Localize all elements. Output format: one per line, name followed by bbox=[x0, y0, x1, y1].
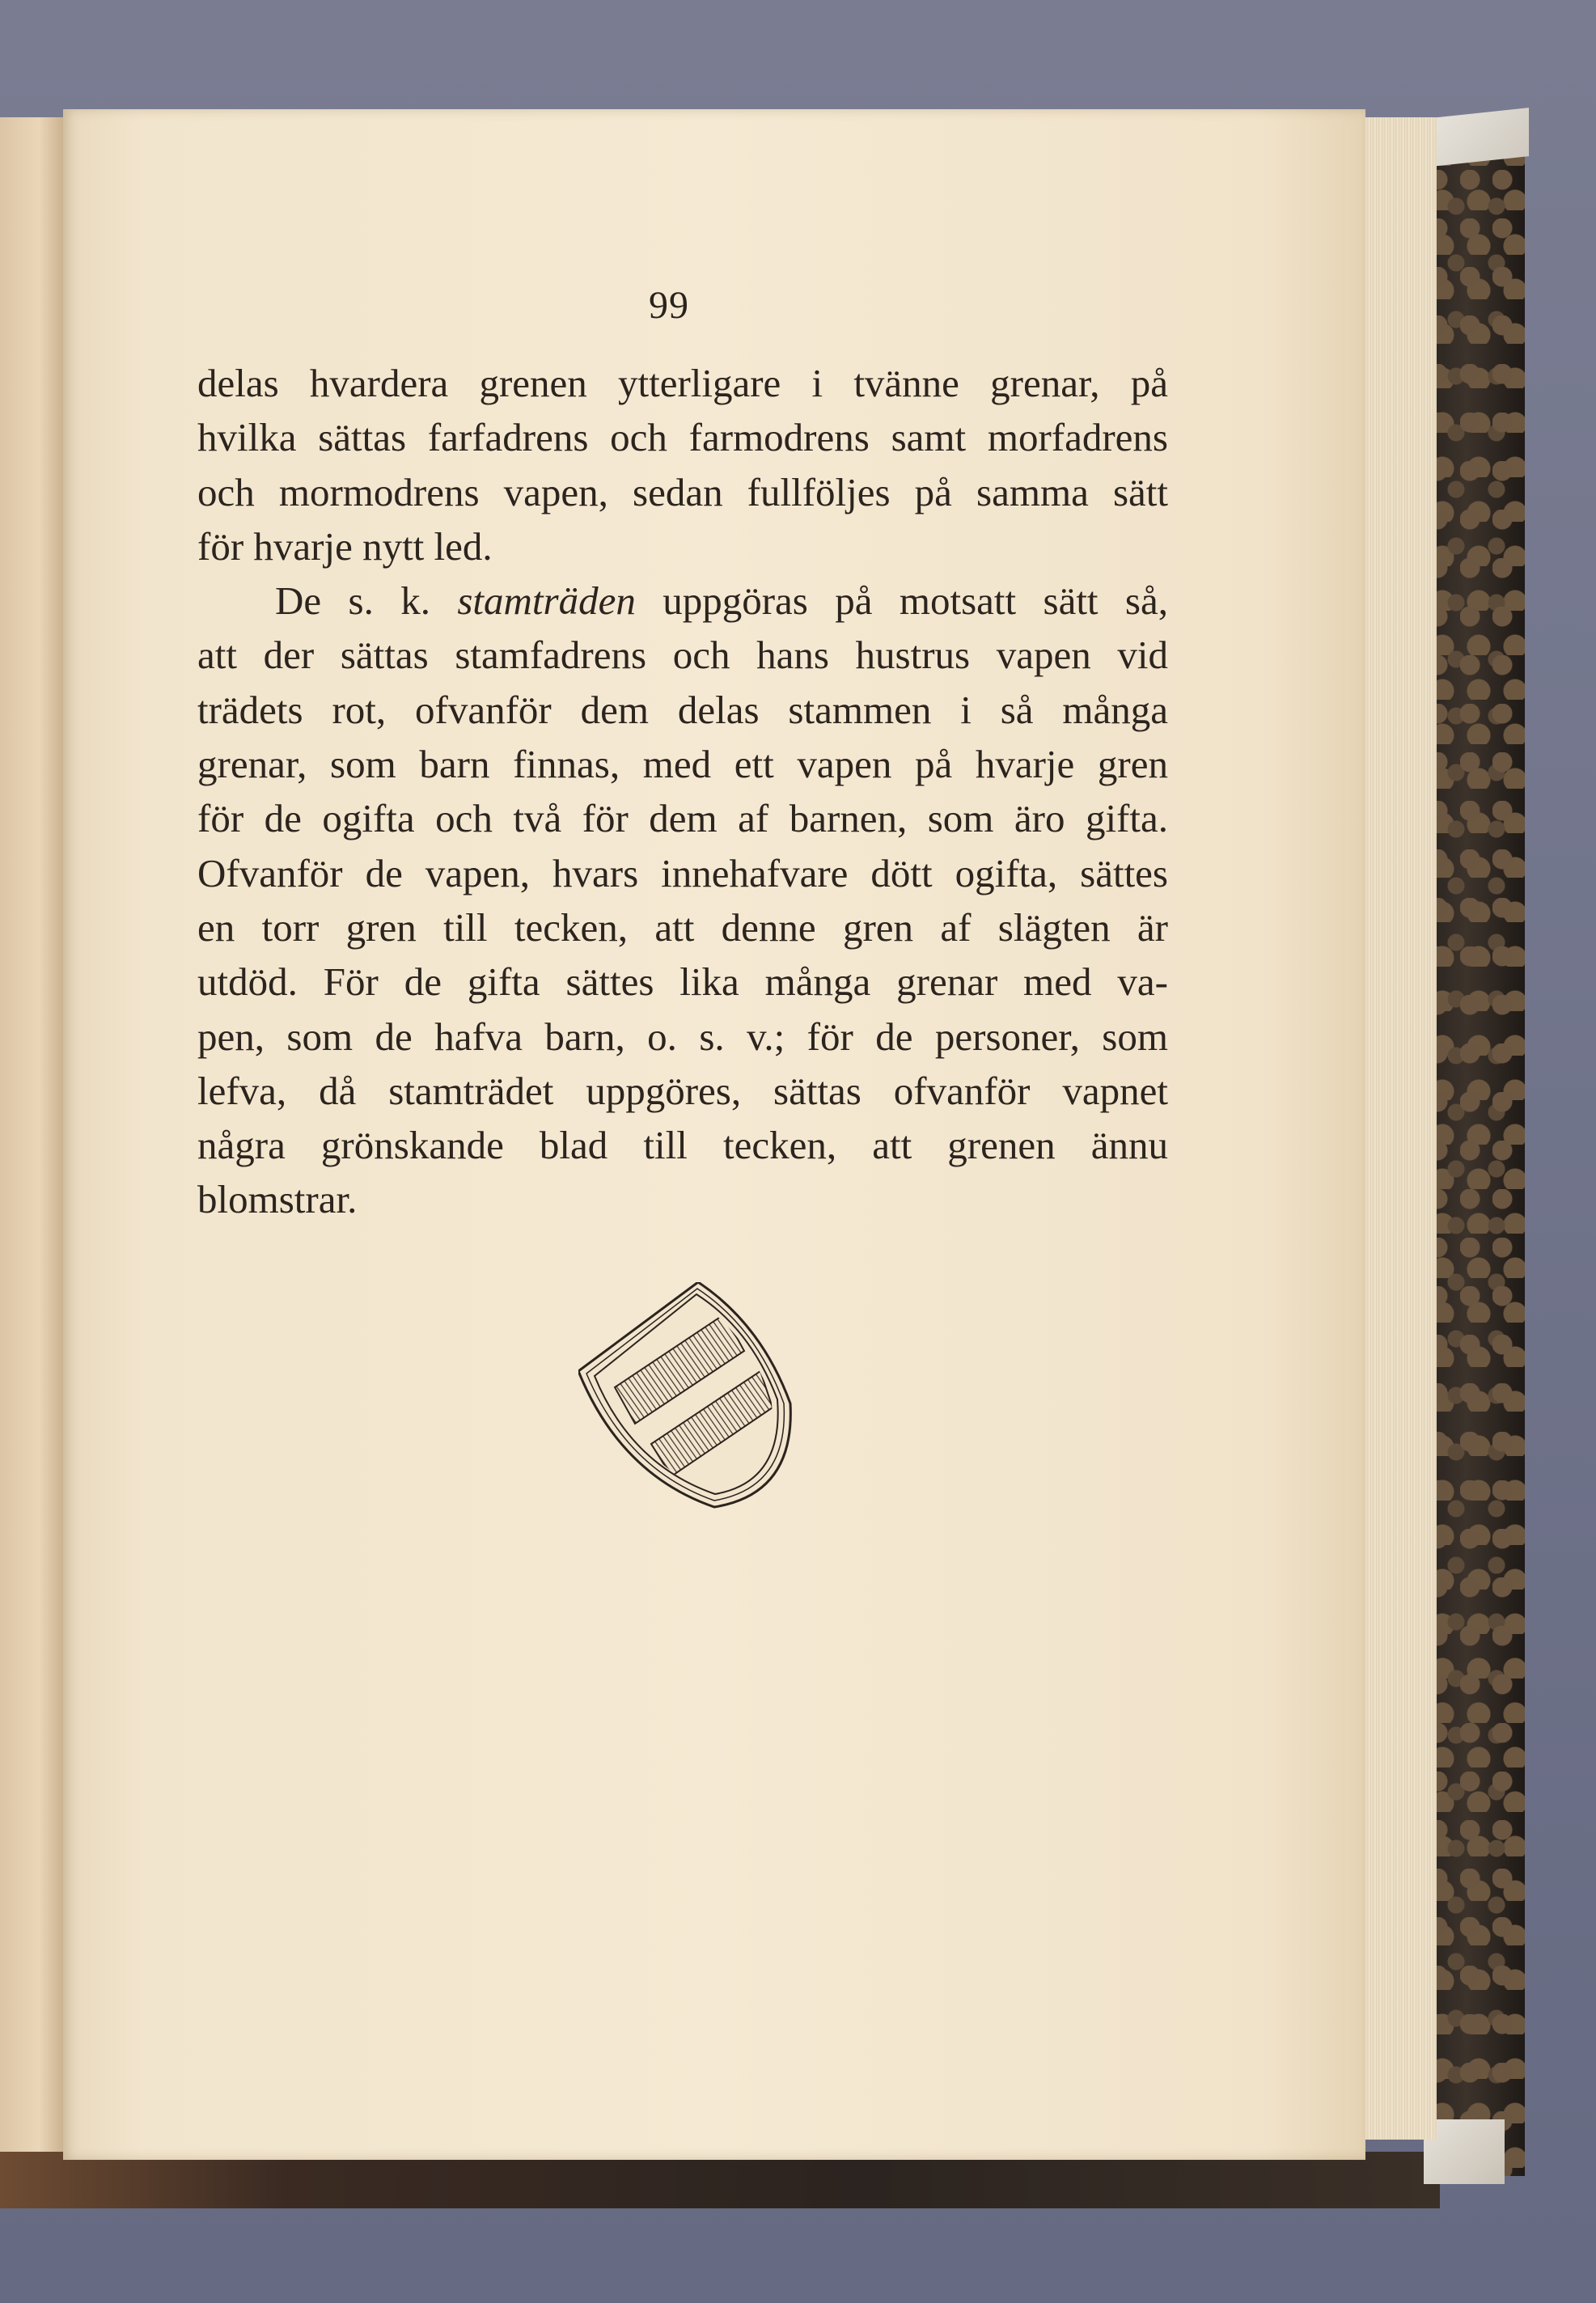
text-line bbox=[197, 683, 1168, 737]
book-cover-bottom bbox=[0, 2152, 1440, 2208]
text-segment: delas hvardera grenen ytterligare i tvänne grenar, på bbox=[197, 361, 1168, 405]
text-segment: och mormodrens vapen, sedan fullföljes på samma sätt bbox=[197, 469, 1168, 514]
text-segment: för de ogifta och två för dem af barnen, som äro gifta. bbox=[197, 796, 1168, 841]
text-segment: pen, som de hafva barn, o. s. v.; för de personer, som bbox=[197, 1014, 1168, 1059]
text-segment: De s. k. bbox=[275, 578, 458, 624]
text-segment: grenar, som barn finnas, med ett vapen på hvarje gren bbox=[197, 742, 1168, 787]
text-segment: några grönskande blad till tecken, att grenen ännu bbox=[197, 1123, 1168, 1168]
text-segment: hvilka sättas farfadrens och farmodrens samt morfadrens bbox=[197, 415, 1168, 460]
text-segment: en torr gren till tecken, att denne gren af slägten är bbox=[197, 904, 1168, 950]
text-segment: trädets rot, ofvanför dem delas stammen i så många bbox=[197, 687, 1168, 732]
text-segment: lefva, då stamträdet uppgöres, sättas ofvanför vapnet bbox=[197, 1068, 1168, 1113]
text-segment: för hvarje nytt led. bbox=[197, 523, 493, 569]
text-line bbox=[197, 519, 1168, 574]
marbled-cover-board bbox=[1428, 121, 1525, 2176]
page-number: 99 bbox=[649, 284, 689, 327]
text-line bbox=[197, 846, 1168, 900]
text-segment: utdöd. För de gifta sättes lika många grenar med va- bbox=[197, 959, 1168, 1005]
heraldic-shield-icon bbox=[578, 1282, 797, 1509]
body-text bbox=[197, 356, 1168, 1227]
text-line bbox=[197, 410, 1168, 464]
text-segment: uppgöras på motsatt sätt så, bbox=[635, 578, 1168, 624]
text-line bbox=[197, 955, 1168, 1009]
text-line bbox=[197, 465, 1168, 519]
text-line bbox=[197, 356, 1168, 410]
text-segment: att der sättas stamfadrens och hans hustrus vapen vid bbox=[197, 633, 1168, 678]
text-line bbox=[197, 791, 1168, 845]
text-line bbox=[197, 574, 1168, 628]
italic-term: stamträden bbox=[457, 578, 636, 624]
text-line bbox=[197, 1172, 1168, 1226]
text-line bbox=[197, 1118, 1168, 1172]
text-line bbox=[197, 737, 1168, 791]
text-segment: blomstrar. bbox=[197, 1177, 358, 1222]
text-line bbox=[197, 900, 1168, 955]
facing-page-edge bbox=[0, 117, 66, 2164]
text-line bbox=[197, 1010, 1168, 1064]
page-block-edges bbox=[1359, 117, 1437, 2140]
text-segment: Ofvanför de vapen, hvars innehafvare dött ogifta, sättes bbox=[197, 850, 1168, 895]
text-line bbox=[197, 1064, 1168, 1118]
text-line bbox=[197, 628, 1168, 682]
